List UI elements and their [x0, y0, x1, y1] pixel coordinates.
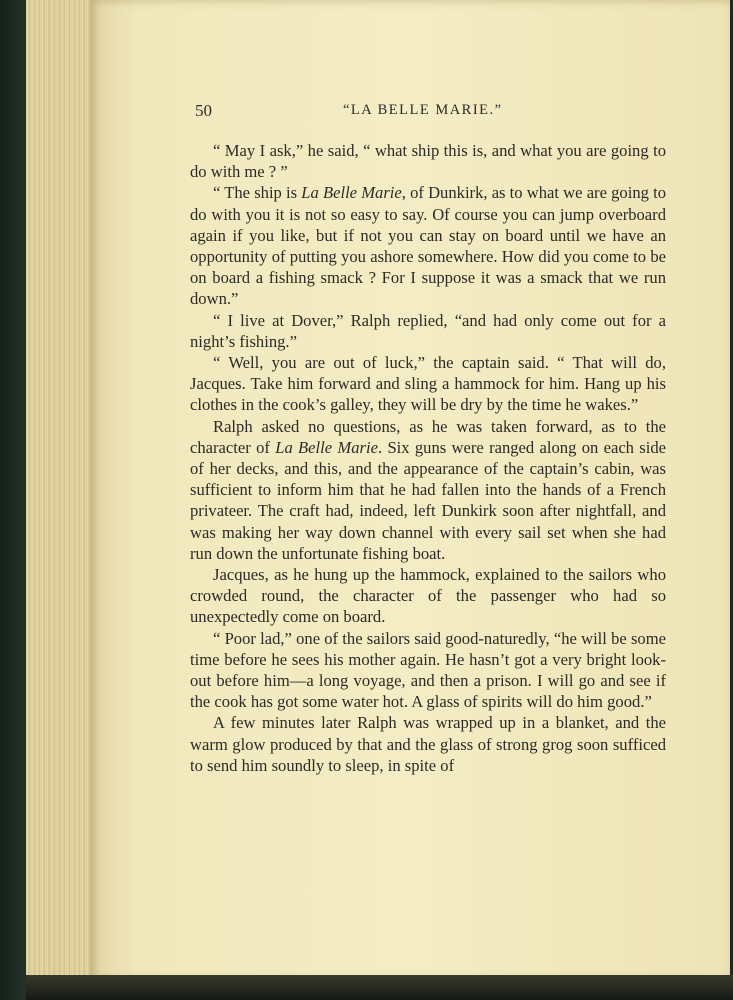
- paragraph-text: . Six guns were ranged along on each side of her decks, and this, and the appearance of the captain’s cabin, was sufficient to inform him that he had fallen into the hands of a French privateer. The craft had, indeed, left Dunkirk soon after nightfall, and was making her way down channel with every sail set when she had run down the unfortunate fishing boat.: [190, 437, 667, 563]
- paragraph-text: , of Dunkirk, as to what we are going to do with you it is not so easy to say. Of course you can jump overboard again if you like, but if not you can stay on board until we have an opportunity of putting you ashore somewhere. How did you come to be on board a fishing smack ? For I suppose it was a smack that we run down.”: [190, 183, 666, 309]
- body-text: [190, 140, 666, 776]
- paragraph: [190, 352, 666, 416]
- page-number: 50: [195, 101, 212, 120]
- paragraph-text: “ I live at Dover,” Ralph replied, “and had only come out for a night’s fishing.”: [190, 310, 666, 351]
- paragraph-text: Ralph asked no questions, as he was taken forward, as to the character of: [190, 416, 666, 457]
- ship-name-italic: La Belle Marie: [301, 183, 402, 203]
- ship-name-italic: La Belle Marie: [275, 437, 378, 457]
- paragraph-text: “ Well, you are out of luck,” the captain said. “ That will do, Jacques. Take him forward and sling a hammock for him. Hang up his clothes in the cook’s galley, they will be dry by the time he wakes.”: [190, 353, 666, 415]
- paragraph-text: “ Poor lad,” one of the sailors said good-naturedly, “he will be some time before he sees his mother again. He hasn’t got a very bright look-out before him—a long voyage, and then a prison. I will go and see if the cook has got some water hot. A glass of spirits will do him good.”: [190, 628, 666, 712]
- paragraph: [190, 628, 666, 713]
- paragraph-text: Jacques, as he hung up the hammock, explained to the sailors who crowded round, the character of the passenger who had so unexpectedly come on board.: [190, 565, 666, 627]
- paragraph-text: A few minutes later Ralph was wrapped up in a blanket, and the warm glow produced by that and the glass of strong grog soon sufficed to send him soundly to sleep, in spite of: [190, 713, 666, 775]
- paragraph: [190, 416, 666, 564]
- book-bottom-edge: [26, 975, 733, 1000]
- paragraph-text: “ The ship is: [213, 183, 302, 203]
- page-stack: [26, 0, 96, 975]
- paragraph-text: “ May I ask,” he said, “ what ship this is, and what you are going to do with me ? ”: [190, 141, 666, 182]
- paragraph: [190, 182, 666, 309]
- paragraph: [190, 564, 666, 628]
- running-title: “LA BELLE MARIE.”: [343, 102, 503, 118]
- paragraph: [190, 140, 666, 182]
- page-header: [195, 101, 665, 125]
- paragraph: [190, 712, 666, 776]
- paragraph: [190, 310, 666, 352]
